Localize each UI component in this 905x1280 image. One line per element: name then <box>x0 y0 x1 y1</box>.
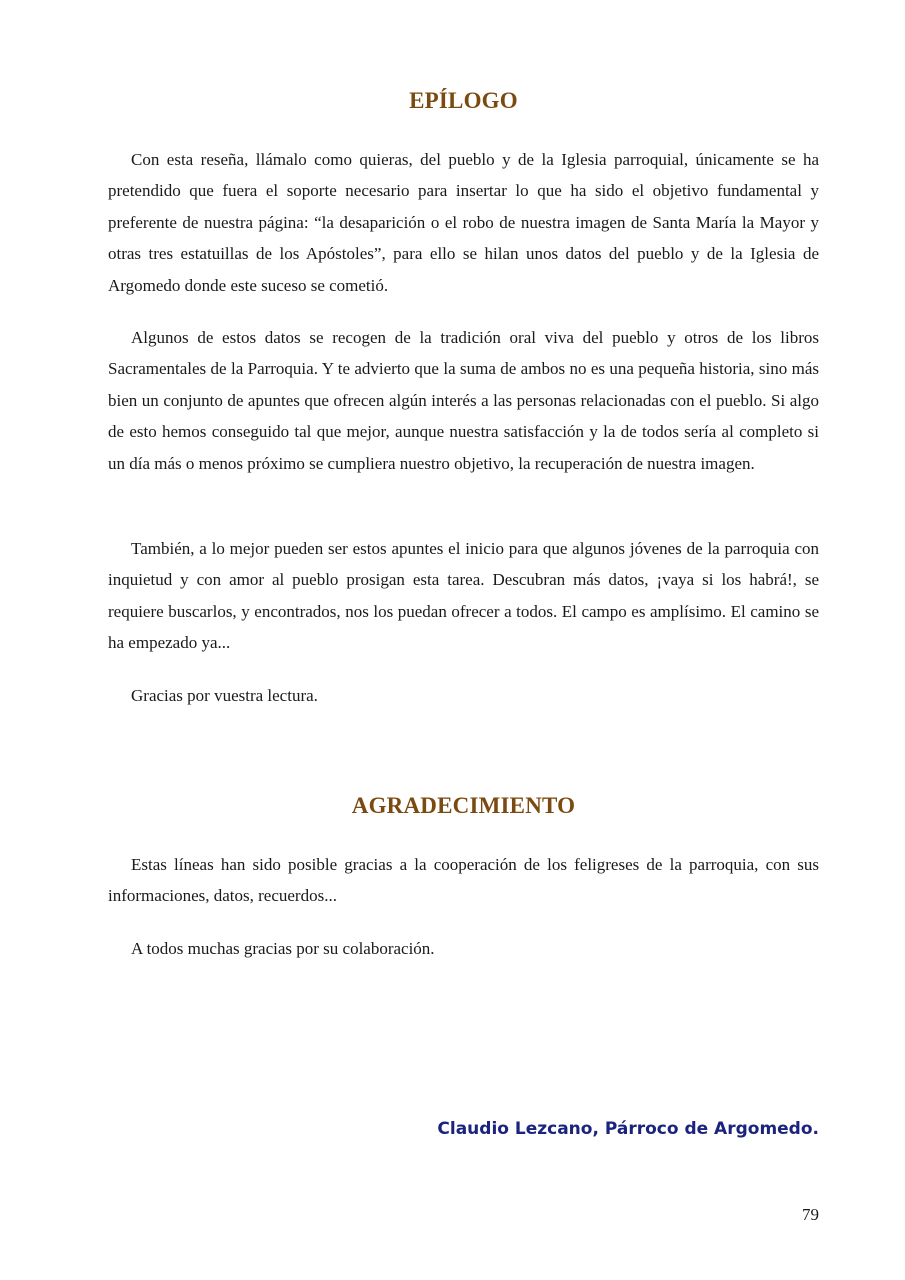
agradecimiento-paragraph-2: A todos muchas gracias por su colaboración. <box>131 939 435 958</box>
epilogo-heading: EPÍLOGO <box>409 88 518 113</box>
epilogo-paragraph-4: Gracias por vuestra lectura. <box>131 686 318 705</box>
agradecimiento-paragraph-1: Estas líneas han sido posible gracias a la cooperación de los feligreses de la parroquia, con sus informaciones, datos, recuerdos... <box>108 855 819 906</box>
page-number: 79 <box>802 1205 819 1224</box>
agradecimiento-heading: AGRADECIMIENTO <box>351 793 576 818</box>
author-signature: Claudio Lezcano, Párroco de Argomedo. <box>437 1119 819 1139</box>
epilogo-paragraph-3: También, a lo mejor pueden ser estos apuntes el inicio para que algunos jóvenes de la parroquia con inquietud y con amor al pueblo prosigan esta tarea. Descubran más datos, ¡vaya si los habrá!, se requiere buscarlos, y encontrados, nos los puedan ofrecer a todos. El campo es amplísimo. El camino se ha empezado ya... <box>108 539 819 653</box>
epilogo-paragraph-2: Algunos de estos datos se recogen de la tradición oral viva del pueblo y otros de los libros Sacramentales de la Parroquia. Y te advierto que la suma de ambos no es una pequeña historia, sino más bien un conjunto de apuntes que ofrecen algún interés a las personas relacionadas con el pueblo. Si algo de esto hemos conseguido tal que mejor, aunque nuestra satisfacción y la de todos sería al completo si un día más o menos próximo se cumpliera nuestro objetivo, la recuperación de nuestra imagen. <box>108 328 819 473</box>
epilogo-paragraph-1: Con esta reseña, llámalo como quieras, del pueblo y de la Iglesia parroquial, únicamente se ha pretendido que fuera el soporte necesario para insertar lo que ha sido el objetivo fundamental y preferente de nuestra página: “la desaparición o el robo de nuestra imagen de Santa María la Mayor y otras tres estatuillas de los Apóstoles”, para ello se hilan unos datos del pueblo y de la Iglesia de Argomedo donde este suceso se cometió. <box>108 150 819 295</box>
